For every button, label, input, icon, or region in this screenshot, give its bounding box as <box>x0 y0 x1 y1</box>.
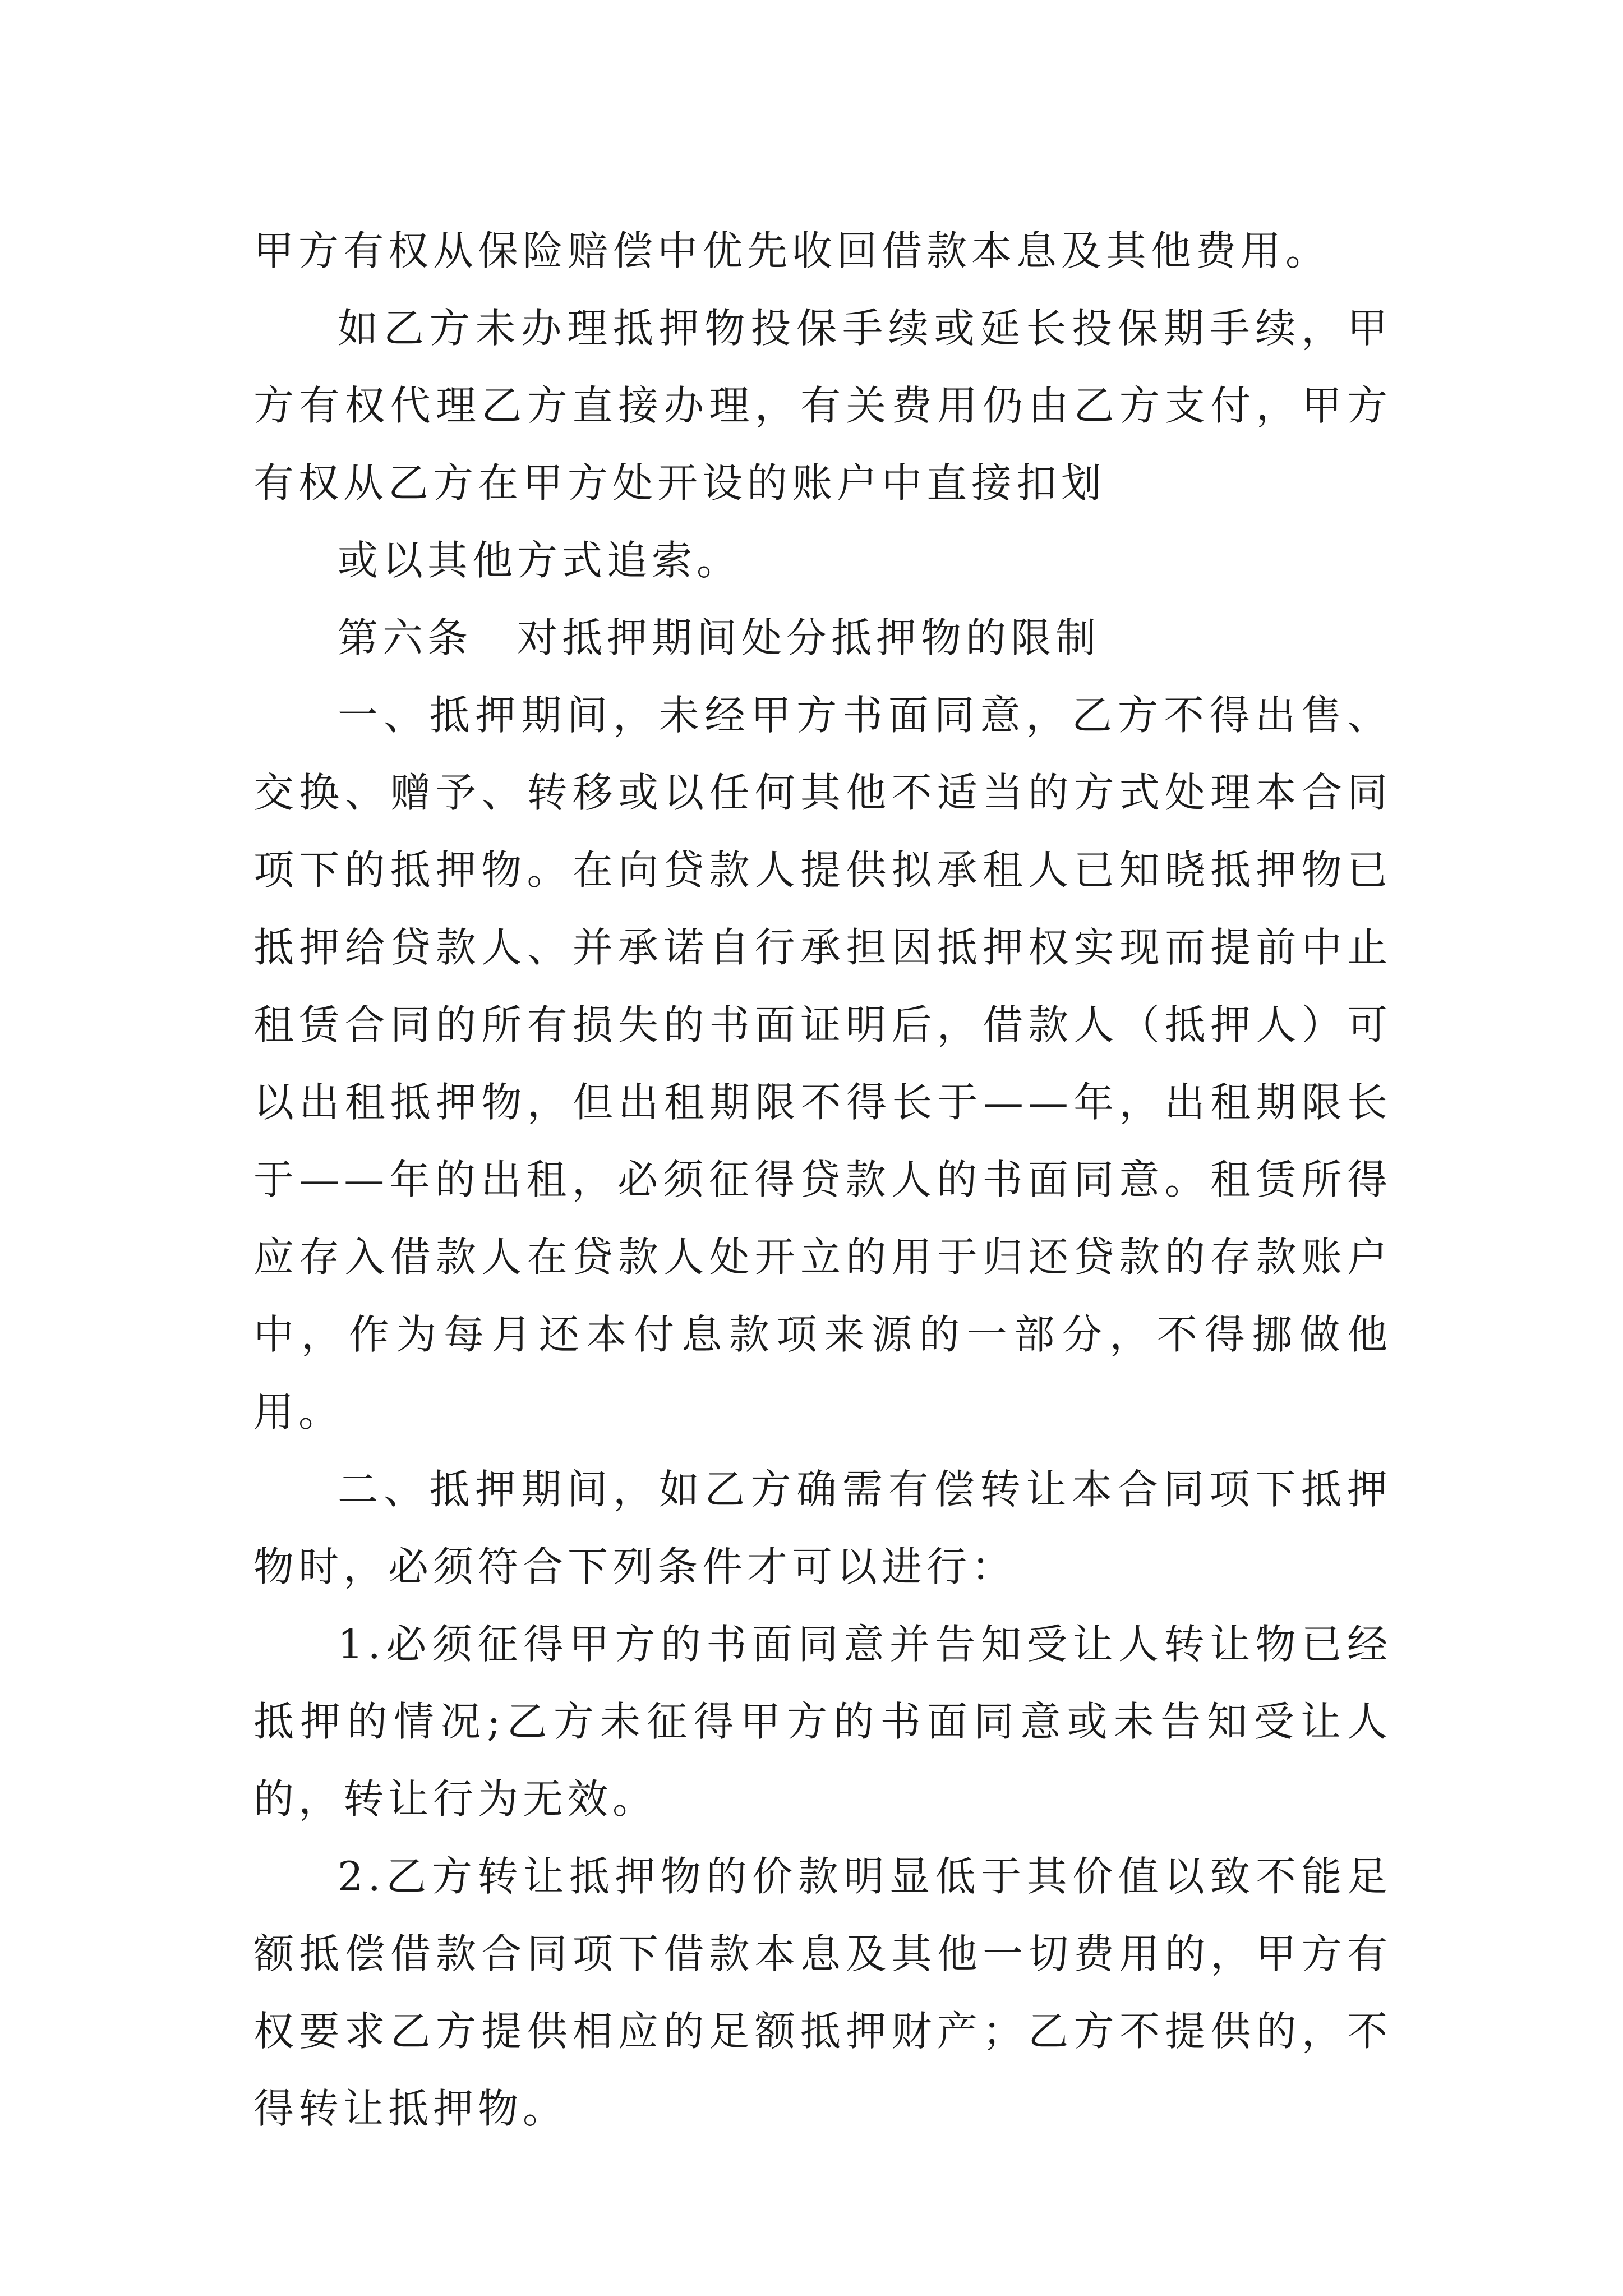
paragraph-clause-two: 二、抵押期间，如乙方确需有偿转让本合同项下抵押物时，必须符合下列条件才可以进行： <box>253 1466 1392 1590</box>
paragraph-other-recovery: 或以其他方式追索。 <box>338 537 742 584</box>
document-body <box>253 212 1392 2147</box>
paragraph-condition-two: 2.乙方转让抵押物的价款明显低于其价值以致不能足额抵偿借款合同项下借款本息及其他一切费用的，甲方有权要求乙方提供相应的足额抵押财产；乙方不提供的，不得转让抵押物。 <box>253 1853 1392 2132</box>
paragraph-insurance-priority: 甲方有权从保险赔偿中优先收回借款本息及其他费用。 <box>253 227 1331 274</box>
paragraph-condition-one: 1.必须征得甲方的书面同意并告知受让人转让物已经抵押的情况;乙方未征得甲方的书面同意或未告知受让人的，转让行为无效。 <box>253 1621 1392 1823</box>
article-six-heading: 第六条 对抵押期间处分抵押物的限制 <box>338 614 1101 661</box>
paragraph-insurance-proxy: 如乙方未办理抵押物投保手续或延长投保期手续，甲方有权代理乙方直接办理，有关费用仍由乙方支付，甲方有权从乙方在甲方处开设的账户中直接扣划 <box>253 305 1392 507</box>
paragraph-clause-one: 一、抵押期间，未经甲方书面同意，乙方不得出售、交换、赠予、转移或以任何其他不适当的方式处理本合同项下的抵押物。在向贷款人提供拟承租人已知晓抵押物已抵押给贷款人、并承诺自行承担因抵押权实现而提前中止租赁合同的所有损失的书面证明后，借款人（抵押人）可以出租抵押物，但出租期限不得长于——年，出租期限长于——年的出租，必须征得贷款人的书面同意。租赁所得应存入借款人在贷款人处开立的用于归还贷款的存款账户中，作为每月还本付息款项来源的一部分，不得挪做他用。 <box>253 692 1392 1435</box>
